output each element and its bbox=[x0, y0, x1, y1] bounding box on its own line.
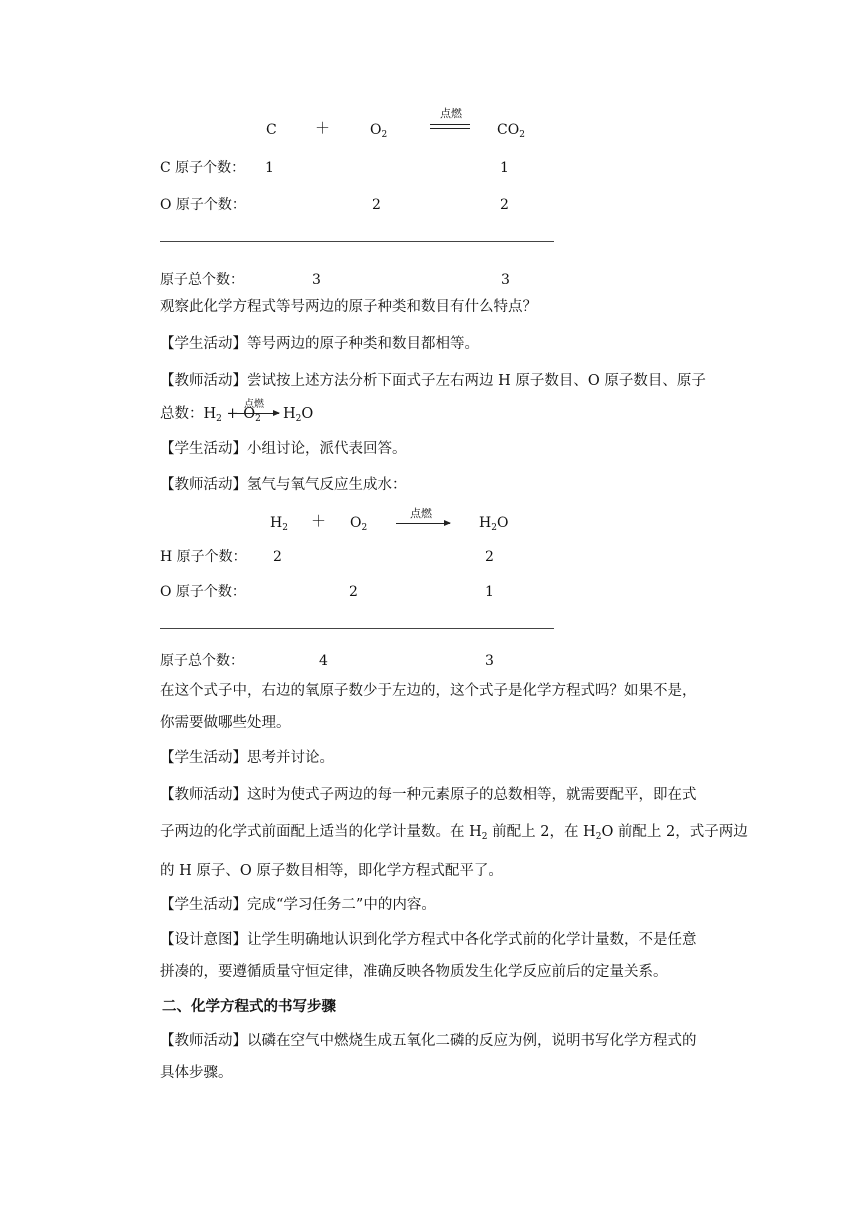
paragraph: 【教师活动】尝试按上述方法分析下面式子左右两边 H 原子数目、O 原子数目、原子 bbox=[160, 373, 706, 389]
paragraph: 【学生活动】小组讨论，派代表回答。 bbox=[160, 441, 407, 457]
eq1-c-count-label: C 原子个数： bbox=[160, 160, 246, 176]
paragraph: 【设计意图】让学生明确地认识到化学方程式中各化学式前的化学计量数，不是任意 bbox=[160, 932, 697, 948]
inline-eq-condition: 点燃 bbox=[244, 399, 264, 410]
section-heading: 二、化学方程式的书写步骤 bbox=[162, 999, 336, 1015]
eq2-plus: ＋ bbox=[311, 512, 327, 530]
paragraph: 【学生活动】完成“学习任务二”中的内容。 bbox=[160, 897, 436, 913]
eq2-o-count-label: O 原子个数： bbox=[160, 584, 246, 600]
eq1-o-count-label: O 原子个数： bbox=[160, 197, 246, 213]
paragraph: 的 H 原子、O 原子数目相等，即化学方程式配平了。 bbox=[160, 863, 503, 879]
eq2-total-left: 4 bbox=[319, 653, 328, 669]
inline-equation-line: 总数：$H_2 + O_2$ bbox=[160, 406, 261, 424]
eq1-c-count-left: 1 bbox=[265, 160, 274, 176]
paragraph: 具体步骤。 bbox=[160, 1065, 233, 1081]
eq1-total-left: 3 bbox=[312, 272, 321, 288]
eq2-reactant-h2: $H_2$ bbox=[270, 515, 288, 533]
eq2-h-count-label: H 原子个数： bbox=[160, 549, 247, 565]
eq2-h-count-left: 2 bbox=[273, 549, 282, 565]
eq2-arrow bbox=[396, 523, 450, 524]
paragraph: 在这个式子中，右边的氧原子数少于左边的，这个式子是化学方程式吗？如果不是， bbox=[160, 683, 697, 699]
eq1-o-count-right: 2 bbox=[500, 197, 509, 213]
eq2-product-h2o: $H_2O$ bbox=[479, 515, 509, 533]
eq1-divider bbox=[160, 241, 554, 242]
eq2-reactant-o2: $O_2$ bbox=[350, 515, 368, 533]
paragraph: 你需要做哪些处理。 bbox=[160, 715, 291, 731]
eq2-condition: 点燃 bbox=[410, 507, 432, 520]
paragraph: 子两边的化学式前面配上适当的化学计量数。在 $H_2$ 前配上 2，在 $H_2O$ 前配上 2，式子两边 bbox=[160, 824, 748, 842]
eq1-c-count-right: 1 bbox=[500, 160, 509, 176]
inline-eq-arrow bbox=[231, 413, 279, 414]
eq1-total-label: 原子总个数： bbox=[160, 272, 244, 288]
inline-eq-h2: $H_2$ bbox=[203, 406, 222, 424]
paragraph: 观察此化学方程式等号两边的原子种类和数目有什么特点？ bbox=[160, 299, 537, 315]
eq2-total-label: 原子总个数： bbox=[160, 653, 244, 669]
eq2-o-count-right: 1 bbox=[485, 584, 494, 600]
paragraph: 【教师活动】以磷在空气中燃烧生成五氧化二磷的反应为例，说明书写化学方程式的 bbox=[160, 1033, 697, 1049]
eq1-equals-sign bbox=[430, 124, 470, 129]
eq2-o-count-left: 2 bbox=[349, 584, 358, 600]
inline-eq-product: $H_2O$ bbox=[283, 406, 314, 424]
eq2-h-count-right: 2 bbox=[485, 549, 494, 565]
paragraph: 拼凑的，要遵循质量守恒定律，准确反映各物质发生化学反应前后的定量关系。 bbox=[160, 964, 668, 980]
eq1-reactant-c: C bbox=[266, 122, 277, 138]
paragraph: 【学生活动】等号两边的原子种类和数目都相等。 bbox=[160, 336, 479, 352]
eq2-total-right: 3 bbox=[485, 653, 494, 669]
eq1-total-right: 3 bbox=[501, 272, 510, 288]
paragraph: 【教师活动】这时为使式子两边的每一种元素原子的总数相等，就需要配平，即在式 bbox=[160, 787, 697, 803]
eq1-o-count-left: 2 bbox=[372, 197, 381, 213]
paragraph: 【学生活动】思考并讨论。 bbox=[160, 750, 334, 766]
paragraph: 【教师活动】氢气与氧气反应生成水： bbox=[160, 477, 407, 493]
eq1-product-co2: $CO_2$ bbox=[497, 122, 525, 140]
eq1-reactant-o2: $O_2$ bbox=[370, 122, 388, 140]
eq1-condition: 点燃 bbox=[440, 107, 462, 120]
eq1-plus: ＋ bbox=[315, 119, 331, 137]
eq2-divider bbox=[160, 628, 554, 629]
